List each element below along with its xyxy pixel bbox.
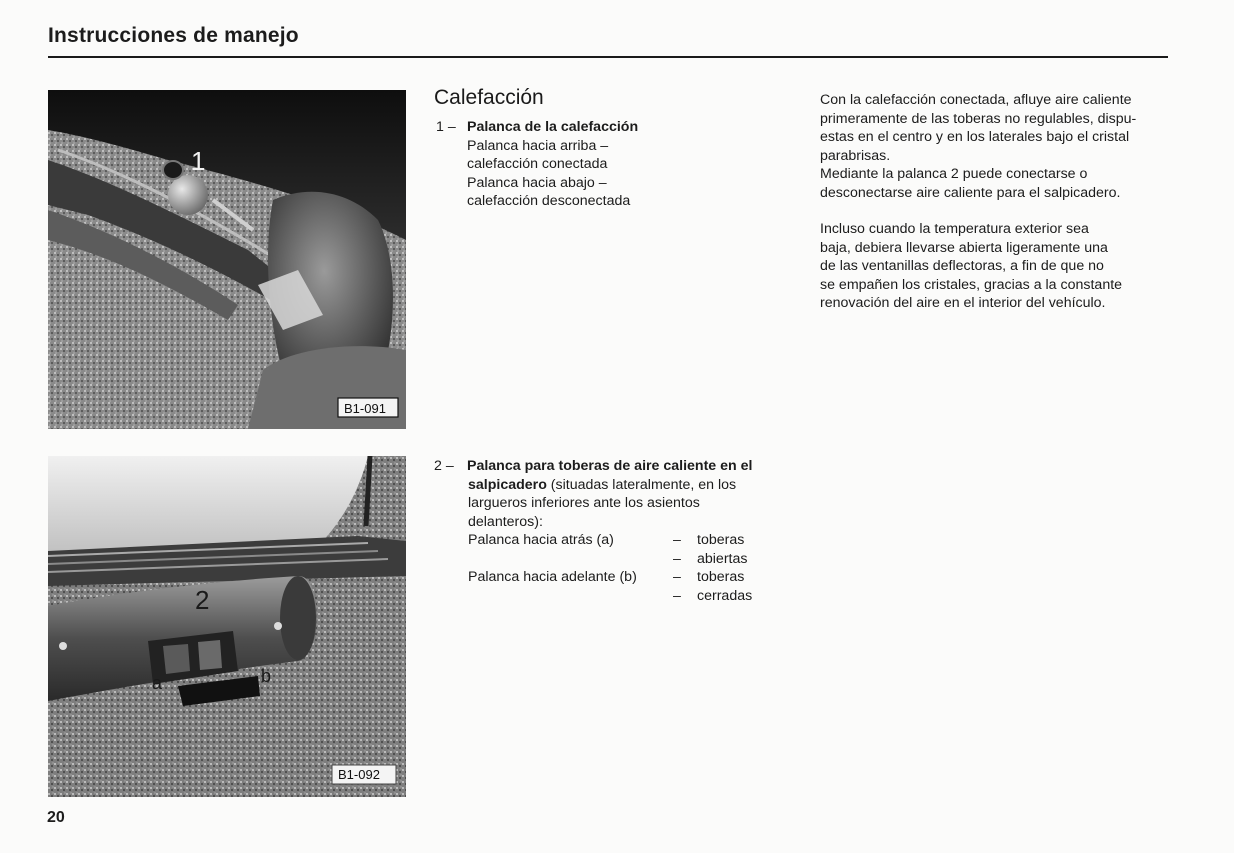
position-label-spacer [468,550,673,569]
item-2-note-line: delanteros): [468,513,543,530]
item-2-title-line2-wrap [434,476,779,495]
position-row-forward [434,568,779,587]
text-line: se empañen los cristales, gracias a la constante [820,276,1123,293]
figure-callout-a: a [152,673,163,693]
figure-code-b1-092: B1-092 [338,767,380,782]
position-row-back-cont [434,550,779,569]
item-2-title-line2: salpicadero [468,476,547,493]
figure-callout-2: 2 [195,585,210,615]
header-rule [48,56,1168,58]
item-1-line: calefacción desconectada [467,193,631,209]
position-row-forward-cont [434,587,779,606]
photo-footwell-vent-lever [48,456,406,797]
page-header-title: Instrucciones de manejo [48,24,299,47]
position-label: Palanca hacia adelante (b) [468,569,637,585]
figure-code-b1-091: B1-091 [344,401,386,416]
position-state: abiertas [697,550,748,567]
text-line: parabrisas. [820,147,891,164]
item-2-number: 2 – [434,458,454,474]
text-line: renovación del aire en el interior del vehículo. [820,295,1106,311]
paragraph-ventilation-advice [820,220,1180,313]
text-line: Incluso cuando la temperatura exterior sea [820,221,1089,237]
text-line: de las ventanillas deflectoras, a fin de que no [820,258,1104,274]
item-2-note-line1: (situadas lateralmente, en los [546,476,737,493]
item-1-number: 1 – [436,119,456,135]
text-line: primeramente de las toberas no regulables, dispu- [820,110,1137,127]
item-heating-lever [436,118,776,211]
position-dash: – [673,569,681,585]
item-1-line: Palanca hacia abajo – [467,174,607,191]
paragraph-heating-flow [820,91,1180,202]
position-dash: – [673,587,681,604]
position-state: cerradas [697,587,753,604]
text-line: Mediante la palanca 2 puede conectarse o [820,166,1088,182]
position-state: toberas [697,532,745,548]
position-row-back [434,531,779,550]
item-2-note-line: largueros inferiores ante los asientos [468,495,700,511]
page-number: 20 [47,809,65,826]
item-2-title-line1: Palanca para toberas de aire caliente en el [467,458,753,474]
section-title: Calefacción [434,86,544,109]
figure-callout-1: 1 [191,146,206,176]
item-1-line: calefacción conectada [467,156,608,172]
item-vent-lever [434,457,779,605]
text-line: Con la calefacción conectada, afluye aire caliente [820,92,1132,108]
figure-callout-b: b [261,666,272,686]
position-dash: – [673,550,681,567]
right-column-text [820,91,1180,331]
position-dash: – [673,532,681,548]
photo-heating-lever [48,90,406,429]
position-label-spacer [468,587,673,606]
item-1-line: Palanca hacia arriba – [467,137,609,154]
text-line: desconectarse aire caliente para el salpicadero. [820,184,1121,201]
text-line: baja, debiera llevarse abierta ligeramente una [820,239,1108,256]
position-label: Palanca hacia atrás (a) [468,532,614,548]
item-1-title: Palanca de la calefacción [467,119,639,135]
position-state: toberas [697,569,745,585]
text-line: estas en el centro y en los laterales bajo el cristal [820,129,1130,145]
